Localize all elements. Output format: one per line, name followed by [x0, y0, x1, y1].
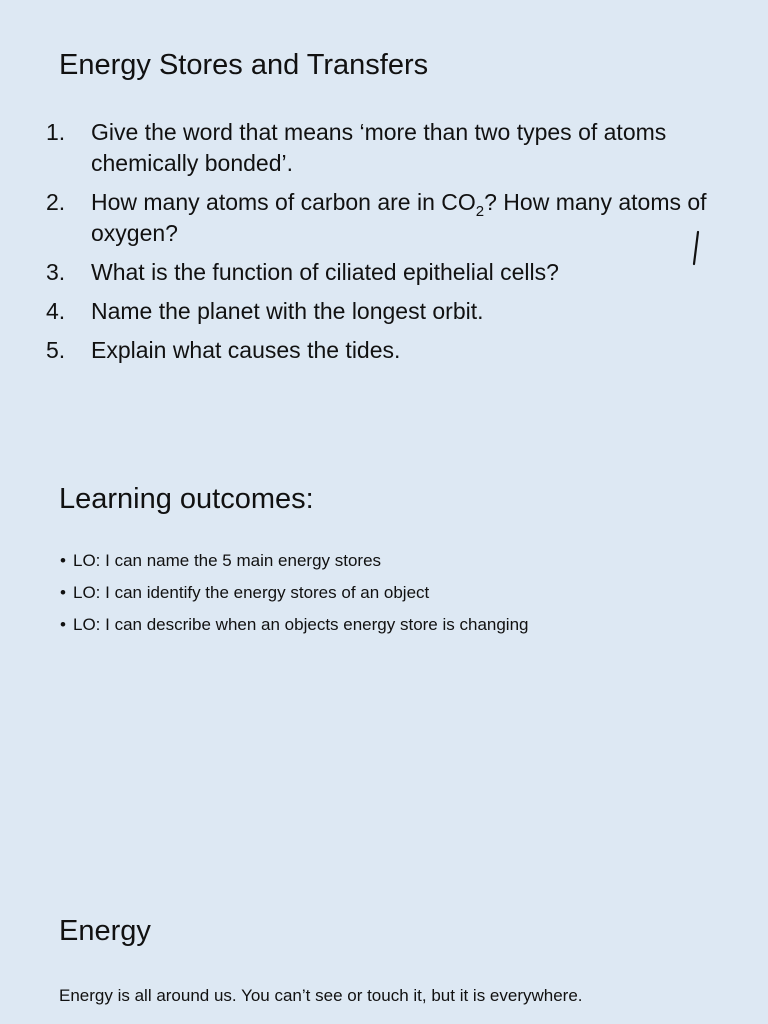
learning-outcome-item: [60, 581, 529, 605]
question-number: 3.: [46, 259, 66, 285]
question-text-part: How many atoms of carbon are in CO: [91, 189, 476, 215]
question-number: 1.: [46, 119, 66, 145]
pen-mark: [689, 230, 703, 266]
question-number: 2.: [46, 189, 66, 215]
learning-outcome-text: LO: I can identify the energy stores of an object: [73, 583, 430, 602]
learning-outcome-item: [60, 613, 529, 637]
learning-outcome-text: LO: I can name the 5 main energy stores: [73, 551, 382, 570]
bullet-icon: •: [60, 551, 66, 570]
bullet-icon: •: [60, 583, 66, 602]
learning-outcomes-heading: Learning outcomes:: [59, 483, 314, 515]
question-number: 4.: [46, 298, 66, 324]
learning-outcome-item: [60, 549, 529, 573]
question-list: [46, 117, 726, 374]
question-item: [46, 117, 726, 179]
page-title: Energy Stores and Transfers: [59, 49, 429, 81]
energy-heading: Energy: [59, 915, 151, 947]
learning-outcome-text: LO: I can describe when an objects energy store is changing: [73, 615, 529, 634]
question-text: What is the function of ciliated epithelial cells?: [91, 259, 559, 285]
question-item: [46, 187, 726, 249]
learning-outcomes-list: [60, 549, 529, 645]
question-text: Name the planet with the longest orbit.: [91, 298, 484, 324]
question-text-part: ? How many atoms of oxygen?: [91, 189, 707, 246]
question-item: [46, 335, 726, 366]
question-text: Explain what causes the tides.: [91, 337, 401, 363]
question-item: [46, 296, 726, 327]
bullet-icon: •: [60, 615, 66, 634]
subscript-number: 2: [475, 203, 485, 220]
energy-body-text: Energy is all around us. You can’t see or touch it, but it is everywhere.: [59, 986, 583, 1005]
question-text: [91, 187, 726, 249]
question-text: Give the word that means ‘more than two types of atoms chemically bonded’.: [91, 119, 667, 176]
question-number: 5.: [46, 337, 66, 363]
question-item: [46, 257, 726, 288]
